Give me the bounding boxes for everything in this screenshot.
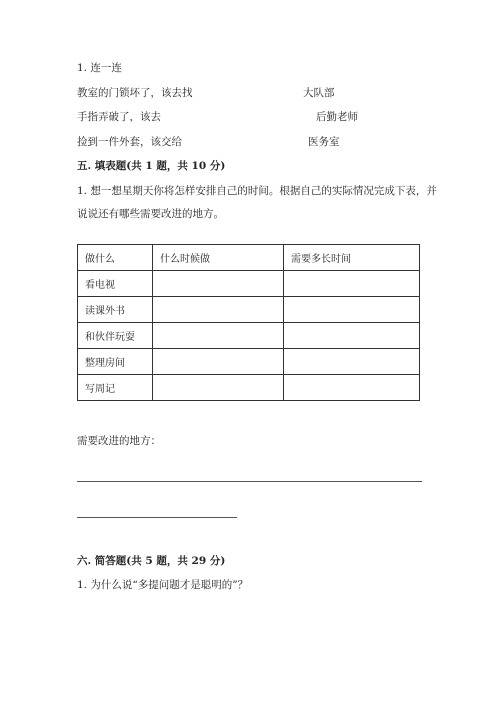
table-row-activity: 看电视 <box>78 271 153 297</box>
header-cell-when: 什么时候做 <box>153 245 284 271</box>
table-row <box>78 271 420 297</box>
table-row-activity: 读课外书 <box>78 297 153 323</box>
table-cell-duration[interactable] <box>284 271 420 297</box>
answer-line-1[interactable] <box>77 481 422 482</box>
match-left-item-3: 捡到一件外套，该交给 <box>77 136 182 148</box>
schedule-table <box>77 244 420 401</box>
fill-table-question-line-1: 1. 想一想星期天你将怎样安排自己的时间。根据自己的实际情况完成下表，并 <box>77 185 437 197</box>
table-cell-when[interactable] <box>153 297 284 323</box>
table-cell-when[interactable] <box>153 271 284 297</box>
table-cell-duration[interactable] <box>284 323 420 349</box>
header-cell-duration: 需要多长时间 <box>284 245 420 271</box>
section-5-heading: 五. 填表题(共 1 题，共 10 分) <box>77 160 226 172</box>
match-right-item-3: 医务室 <box>308 136 340 148</box>
table-cell-when[interactable] <box>153 323 284 349</box>
table-row <box>78 323 420 349</box>
match-right-item-1: 大队部 <box>303 87 335 99</box>
table-cell-when[interactable] <box>153 375 284 401</box>
improvement-label: 需要改进的地方： <box>77 435 161 447</box>
table-row-activity: 和伙伴玩耍 <box>78 323 153 349</box>
table-row-activity: 写周记 <box>78 375 153 401</box>
match-left-item-1: 教室的门锁坏了，该去找 <box>77 87 193 99</box>
answer-line-2[interactable] <box>77 517 237 518</box>
header-cell-what: 做什么 <box>78 245 153 271</box>
fill-table-question-line-2: 说说还有哪些需要改进的地方。 <box>77 208 224 220</box>
table-cell-duration[interactable] <box>284 297 420 323</box>
short-answer-question-1: 1. 为什么说“多提问题才是聪明的”？ <box>77 579 249 591</box>
table-row <box>78 297 420 323</box>
table-cell-duration[interactable] <box>284 349 420 375</box>
match-question-title: 1. 连一连 <box>77 62 122 74</box>
table-row <box>78 349 420 375</box>
match-left-item-2: 手指弄破了，该去 <box>77 111 161 123</box>
table-row <box>78 375 420 401</box>
match-right-item-2: 后勤老师 <box>316 111 358 123</box>
table-cell-when[interactable] <box>153 349 284 375</box>
table-row-activity: 整理房间 <box>78 349 153 375</box>
table-cell-duration[interactable] <box>284 375 420 401</box>
section-6-heading: 六. 简答题(共 5 题，共 29 分) <box>77 555 226 567</box>
table-header-row <box>78 245 420 271</box>
